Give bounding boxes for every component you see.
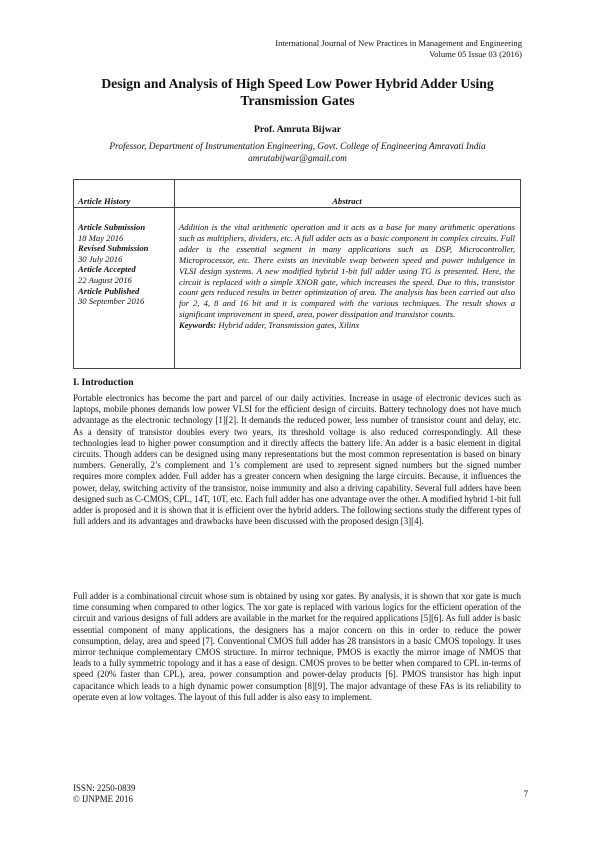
history-date-accepted: 22 August 2016 <box>78 274 132 285</box>
history-label-submission: Article Submission <box>78 222 146 232</box>
article-history-list <box>78 222 172 307</box>
header-divider <box>74 207 520 208</box>
history-date-submission: 18 May 2016 <box>78 232 124 243</box>
abstract-text: Addition is the vital arithmetic operation and it acts as a base for many arithmetic operations such as multipliers, dividers, etc. A full adder acts as a basic component in complex circuits. Full adder is the essential segment in many applications such as DSP, Microcontroller, Microprocessor, etc. There exists an inevitable swap between speed and power indulgence in VLSI design systems. A new modified hybrid 1-bit full adder using TG is presented. Here, the circuit is replaced with a simple XNOR gate, which increases the speed. Due to this, transistor count gets reduced results in better optimization of area. The analysis has been carried out also for 2, 4, 8 and 16 bit and it is compared with the various techniques. The result shows a significant improvement in speed, area, power dissipation and transistor counts. <box>179 222 515 320</box>
keywords-value: Hybrid adder, Transmission gates, Xilinx <box>218 320 360 331</box>
footer-copyright: © IJNPME 2016 <box>73 793 133 804</box>
history-label-revised: Revised Submission <box>78 243 149 254</box>
author-block <box>60 124 535 166</box>
introduction-paragraph-2: Full adder is a combinational circuit whose sum is obtained by using xor gates. By analysis, it is shown that xor gate is much time consuming when compared to other logics. The xor gate is replaced with various logics for the efficient operation of the circuit and various designs of full adders are available in the market for the required applications [5][6]. As full adder is basic essential component of many applications, the designers has a major concern on this in order to reduce the power consumption, delay, area and speed [7]. Conventional CMOS full adder has 28 transistors in a basic CMOS topology. It uses mirror technique complementary CMOS structure. In mirror technique, PMOS is exactly the mirror image of NMOS that leads to a fully symmetric topology and it has a ease of design. CMOS proves to be better when compared to CPL in-terms of speed (20% faster than CPL), area, power consumption and power-delay products [6]. PMOS transistor has high input capacitance which leads to a high dynamic power consumption [8][9]. The major advantage of these FAs is its reliability to operate even at low voltages. The layout of this full adder is also easy to implement. <box>73 591 521 702</box>
abstract-heading: Abstract <box>332 196 362 206</box>
section-heading-introduction: I. Introduction <box>73 377 134 388</box>
journal-volume: Volume 05 Issue 03 (2016) <box>429 49 522 59</box>
column-divider <box>174 180 175 368</box>
author-affiliation: Professor, Department of Instrumentation Engineering, Govt. College of Engineering Amravati India <box>109 141 486 152</box>
journal-header <box>202 38 522 60</box>
history-label-accepted: Article Accepted <box>78 264 136 275</box>
journal-name: International Journal of New Practices in Management and Engineering <box>275 38 522 48</box>
article-history-heading: Article History <box>78 196 131 206</box>
introduction-paragraph-1: Portable electronics has become the part and parcel of our daily activities. Increase in usage of electronic devices such as laptops, mobile phones demands low power VLSI for the efficient design of circuits. Battery technology does not have much advantage as the electronic technology [1][2]. It demands the reduced power, less number of transistor count and delay, etc. As a density of transistor doubles every two years, its threshold voltage is also reduced correspondingly. All these technologies lead to higher power consumption and it directly affects the battery life. An adder is a basic element in digital circuits. Though adders can be designed using many representations but the most common representation is based on binary numbers. Generally, 2’s complement and 1’s complement are used to represent signed numbers but the signed number requires more complex adder. Full adder has a greater concern when designing the large circuits. Because, it influences the power, delay, switching activity of the transistor, noise immunity and also a driving capability. Several full adders have been designed such as C-CMOS, CPL, 14T, 10T, etc. Each full adder has one advantage over the other. A modified hybrid 1-bit full adder is proposed and it is shown that it is efficient over the hybrid adders. The following sections study the different types of full adders and its advantages and drawbacks have been discussed with the proposed design [3][4]. <box>73 393 521 527</box>
author-email: amrutabijwar@gmail.com <box>248 154 347 164</box>
abstract-body <box>179 222 515 331</box>
history-date-published: 30 September 2016 <box>78 296 145 307</box>
page-footer <box>73 783 135 805</box>
author-name: Prof. Amruta Bijwar <box>253 124 342 135</box>
history-label-published: Article Published <box>78 285 140 296</box>
paper-title: Design and Analysis of High Speed Low Power Hybrid Adder Using Transmission Gates <box>101 76 494 108</box>
page-number: 7 <box>523 789 528 799</box>
footer-issn: ISSN: 2250-0839 <box>73 783 136 793</box>
history-date-revised: 30 July 2016 <box>78 253 123 264</box>
article-info-box <box>73 179 521 369</box>
keywords-label: Keywords: <box>179 320 217 331</box>
keywords-line <box>179 320 515 331</box>
